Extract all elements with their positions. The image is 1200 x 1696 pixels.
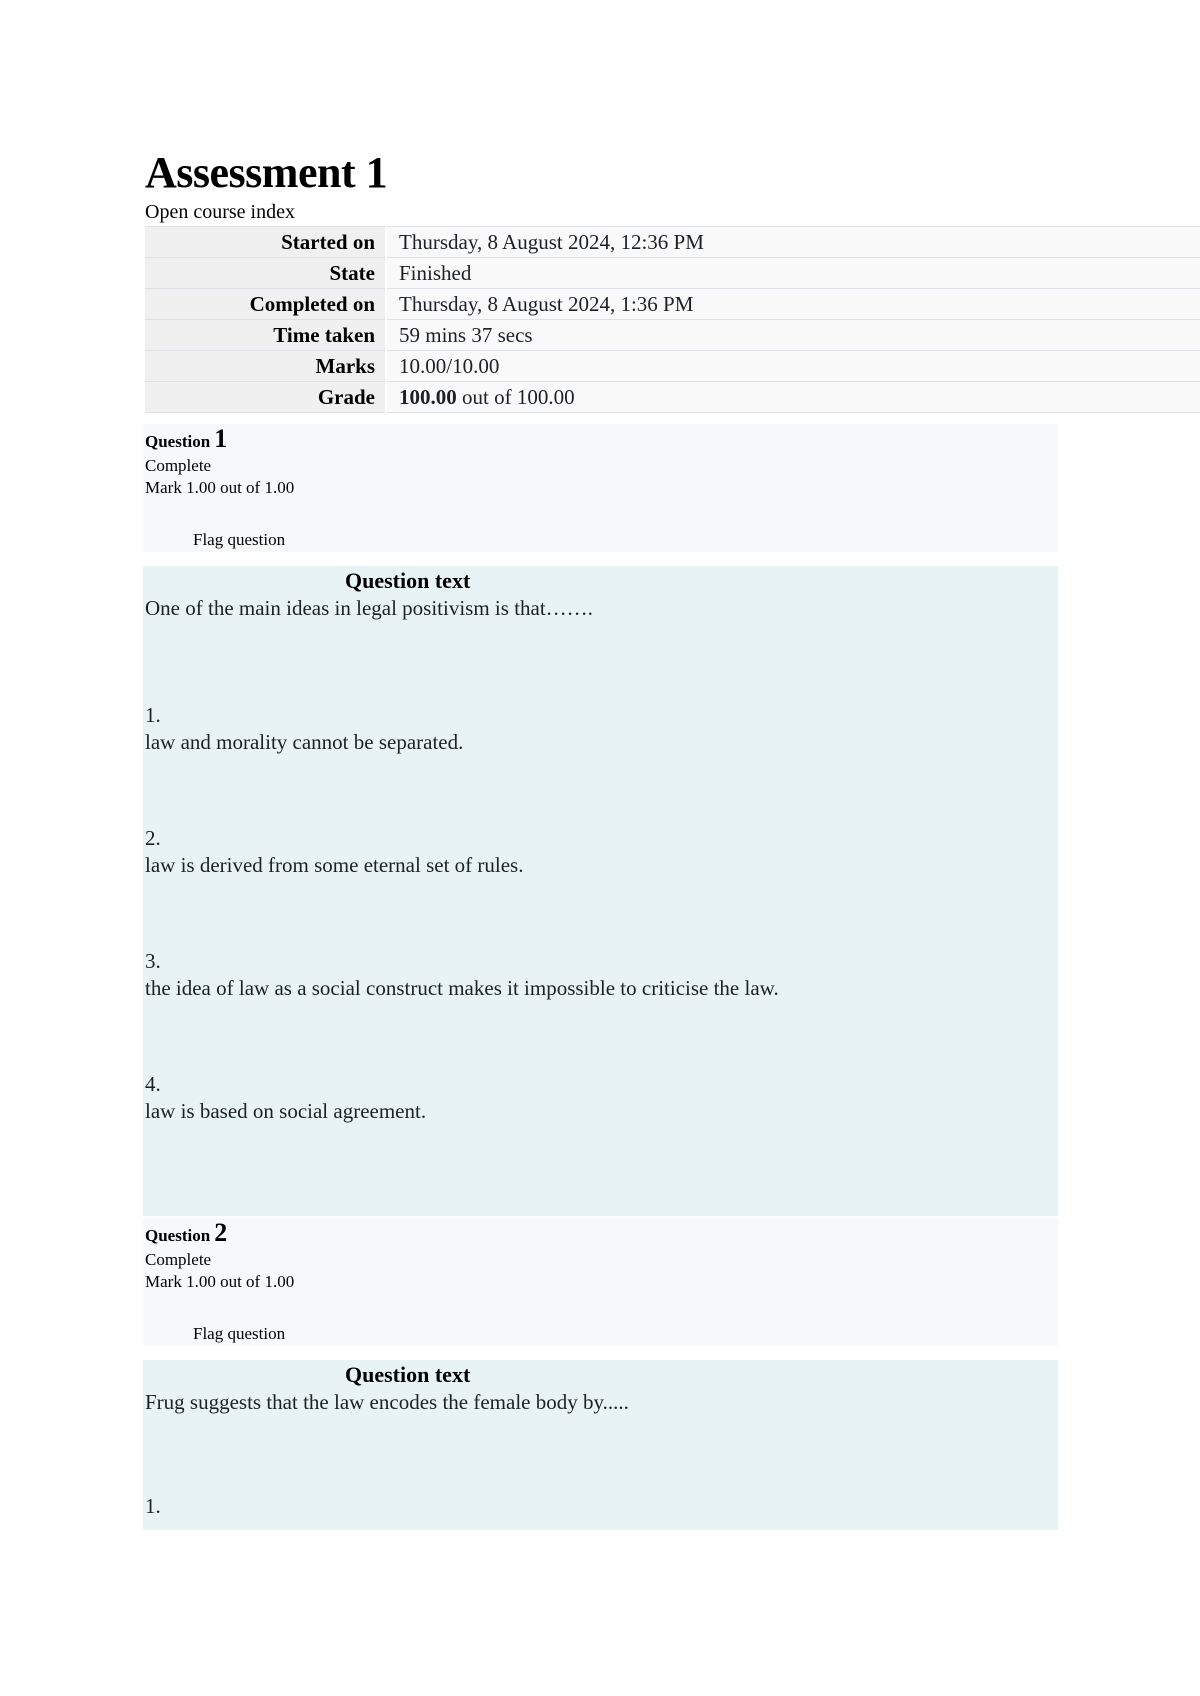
question-number-value: 1 bbox=[214, 424, 228, 453]
question-number-value: 2 bbox=[214, 1218, 228, 1247]
grade-out-of: out of 100.00 bbox=[456, 384, 575, 409]
answer-number: 4. bbox=[145, 1072, 161, 1096]
question-grade: Mark 1.00 out of 1.00 bbox=[145, 478, 295, 497]
summary-row-grade bbox=[145, 382, 1200, 413]
summary-value: Thursday, 8 August 2024, 12:36 PM bbox=[386, 227, 1200, 258]
summary-row-completed bbox=[145, 289, 1200, 320]
summary-value: 10.00/10.00 bbox=[386, 351, 1200, 382]
question-text: Frug suggests that the law encodes the female body by..... bbox=[145, 1390, 629, 1414]
question-1-info bbox=[143, 424, 1058, 552]
summary-value bbox=[386, 382, 1200, 413]
answer-option[interactable]: law is based on social agreement. bbox=[145, 1099, 427, 1123]
summary-row-marks bbox=[145, 351, 1200, 382]
page-content bbox=[145, 146, 1200, 1518]
answer-number: 1. bbox=[145, 703, 161, 727]
summary-value: Finished bbox=[386, 258, 1200, 289]
question-2-info bbox=[143, 1218, 1058, 1346]
course-index-link[interactable]: Open course index bbox=[145, 201, 295, 223]
flag-question-link[interactable]: Flag question bbox=[193, 1324, 286, 1343]
question-label: Question bbox=[145, 1226, 211, 1245]
summary-value: 59 mins 37 secs bbox=[386, 320, 1200, 351]
question-number bbox=[145, 1218, 1058, 1249]
question-text-heading: Question text bbox=[345, 568, 471, 593]
summary-label: Time taken bbox=[145, 320, 386, 351]
question-text-heading: Question text bbox=[345, 1362, 471, 1387]
summary-row-state bbox=[145, 258, 1200, 289]
question-number bbox=[145, 424, 1058, 455]
question-1-content bbox=[143, 566, 1058, 1216]
question-grade: Mark 1.00 out of 1.00 bbox=[145, 1272, 295, 1291]
summary-row-time-taken bbox=[145, 320, 1200, 351]
summary-label: Started on bbox=[145, 227, 386, 258]
question-text: One of the main ideas in legal positivism is that……. bbox=[145, 596, 593, 620]
question-2-content bbox=[143, 1360, 1058, 1530]
summary-value: Thursday, 8 August 2024, 1:36 PM bbox=[386, 289, 1200, 320]
question-state: Complete bbox=[145, 1250, 212, 1269]
grade-score: 100.00 bbox=[399, 384, 457, 409]
question-state: Complete bbox=[145, 456, 212, 475]
attempt-summary-table bbox=[145, 226, 1200, 413]
answer-option[interactable]: law is derived from some eternal set of rules. bbox=[145, 853, 524, 877]
summary-label: State bbox=[145, 258, 386, 289]
answer-number: 3. bbox=[145, 949, 161, 973]
summary-label: Marks bbox=[145, 351, 386, 382]
page-title: Assessment 1 bbox=[145, 148, 388, 197]
answer-number: 1. bbox=[145, 1494, 161, 1518]
question-label: Question bbox=[145, 432, 211, 451]
answer-option[interactable]: the idea of law as a social construct makes it impossible to criticise the law. bbox=[145, 976, 779, 1000]
answer-number: 2. bbox=[145, 826, 161, 850]
summary-row-started bbox=[145, 227, 1200, 258]
flag-question-link[interactable]: Flag question bbox=[193, 530, 286, 549]
summary-label: Grade bbox=[145, 382, 386, 413]
answer-option[interactable]: law and morality cannot be separated. bbox=[145, 730, 464, 754]
summary-label: Completed on bbox=[145, 289, 386, 320]
